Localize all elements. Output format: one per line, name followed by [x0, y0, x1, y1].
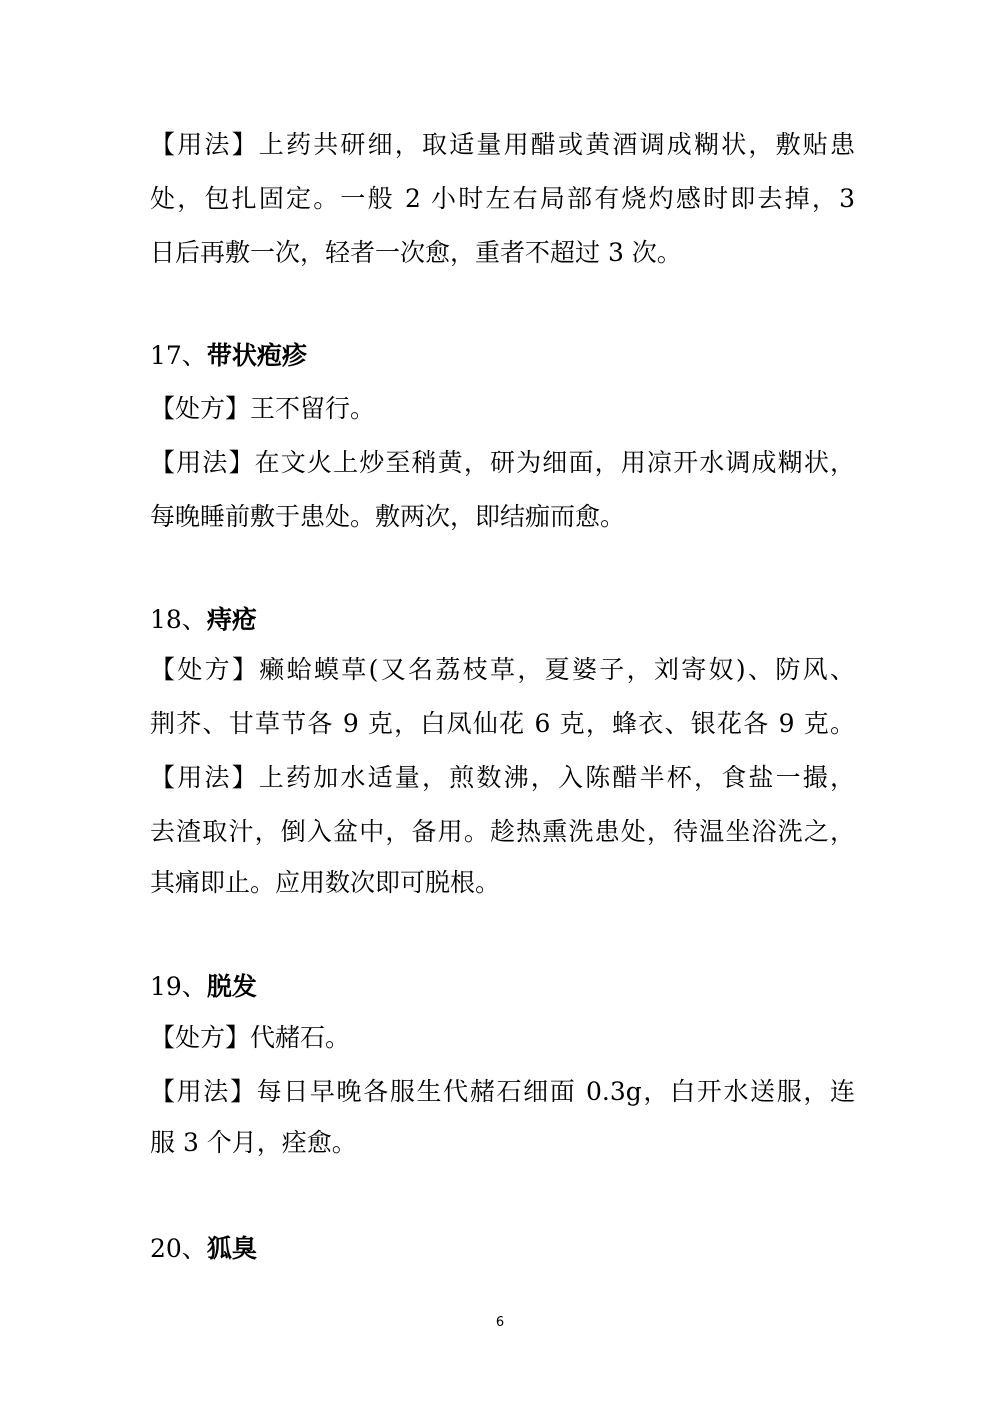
prescription-line: 【处方】王不留行。: [150, 394, 376, 423]
section-heading-19: [150, 970, 257, 1004]
section-heading-17: [150, 339, 307, 373]
section-number: 17、: [150, 341, 207, 370]
section-heading-18: [150, 603, 257, 637]
section-title: 狐臭: [206, 1234, 257, 1263]
section-title: 带状疱疹: [206, 341, 307, 370]
section-number: 18、: [150, 605, 207, 634]
section-heading-20: [150, 1232, 257, 1266]
usage-line: 其痛即止。应用数次即可脱根。: [150, 868, 501, 897]
usage-line: 去渣取汁，倒入盆中，备用。趁热熏洗患处，待温坐浴洗之，: [150, 817, 855, 846]
prescription-line: 【处方】癞蛤蟆草(又名荔枝草，夏婆子，刘寄奴)、防风、: [150, 655, 855, 684]
usage-line: 每晚睡前敷于患处。敷两次，即结痂而愈。: [150, 502, 626, 531]
body-line: 【用法】上药共研细，取适量用醋或黄酒调成糊状，敷贴患: [150, 130, 855, 159]
body-line: 日后再敷一次，轻者一次愈，重者不超过 3 次。: [150, 238, 682, 267]
section-title: 痔疮: [206, 605, 257, 634]
usage-line: 【用法】每日早晚各服生代赭石细面 0.3g，白开水送服，连: [150, 1077, 855, 1106]
body-line: 处，包扎固定。一般 2 小时左右局部有烧灼感时即去掉，3: [150, 184, 855, 213]
section-number: 20、: [150, 1234, 207, 1263]
section-title: 脱发: [206, 972, 257, 1001]
usage-line: 服 3 个月，痊愈。: [150, 1128, 357, 1157]
usage-line: 【用法】在文火上炒至稍黄，研为细面，用凉开水调成糊状，: [150, 448, 855, 477]
prescription-line: 荆芥、甘草节各 9 克，白凤仙花 6 克，蜂衣、银花各 9 克。: [150, 709, 855, 738]
prescription-line: 【处方】代赭石。: [150, 1023, 351, 1052]
page-number: 6: [495, 1315, 505, 1330]
section-number: 19、: [150, 972, 207, 1001]
usage-line: 【用法】上药加水适量，煎数沸，入陈醋半杯，食盐一撮，: [150, 763, 855, 792]
